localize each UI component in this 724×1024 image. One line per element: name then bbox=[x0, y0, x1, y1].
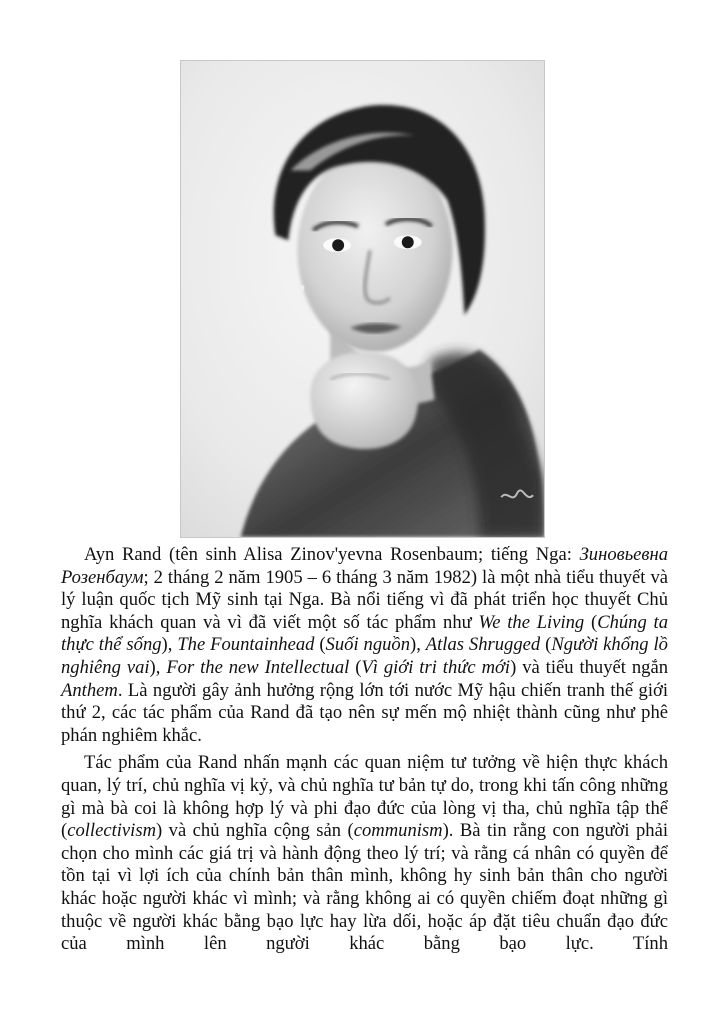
paragraph-intro bbox=[61, 544, 668, 747]
text-run: ), bbox=[161, 634, 178, 656]
italic-text-run: Atlas Shrugged bbox=[425, 634, 541, 656]
text-run: ), bbox=[410, 634, 426, 656]
text-run: Tác phẩm của Rand nhấn mạnh các quan niệm tư tưởng về hiện thực khách quan, lý trí, chủ nghĩa vị kỷ, và chủ nghĩa tư bản tự do, trong khi tấn công những gì mà bà coi là không hợp lý và phi đạo đức của lòng vị tha, chủ nghĩa tập thể ( bbox=[61, 752, 668, 842]
italic-text-run: Người khổng lồ nghiêng vai bbox=[61, 634, 668, 678]
portrait-photo bbox=[180, 60, 545, 538]
text-run: ), bbox=[149, 656, 167, 678]
text-run: Ayn Rand (tên sinh Alisa Zinov'yevna Rosenbaum; tiếng Nga: bbox=[84, 544, 580, 565]
text-run: ) và chủ nghĩa cộng sản ( bbox=[156, 820, 354, 842]
text-run: ( bbox=[584, 611, 598, 633]
text-run: ; 2 tháng 2 năm 1905 – 6 tháng 3 năm 1982) là một nhà tiểu thuyết và lý luận quốc tịch Mỹ sinh tại Nga. Bà nổi tiếng vì đã phát triển học thuyết Chủ nghĩa khách quan và vì đã viết một số tác phẩm như bbox=[61, 566, 668, 633]
text-run: ( bbox=[349, 656, 362, 678]
text-run: ( bbox=[314, 634, 326, 656]
italic-text-run: Vì giới tri thức mới bbox=[361, 656, 511, 678]
italic-text-run: Suối nguồn bbox=[325, 634, 411, 656]
text-run: ). Bà tin rằng con người phải chọn cho mình các giá trị và hành động theo lý trí; và rằng cá nhân có quyền để tồn tại vì lợi ích của chính bản thân mình, không hy sinh bản thân cho người khác hoặc người khác vì mình; và rằng không ai có quyền chiếm đoạt những gì thuộc về người khác bằng bạo lực hay lừa dối, hoặc áp đặt tiêu chuẩn đạo đức của mình lên người khác bằng bạo lực. Tính bbox=[61, 820, 668, 955]
italic-text-run: For the new Intellectual bbox=[166, 656, 350, 678]
italic-text-run: communism bbox=[353, 820, 443, 842]
paragraph-works bbox=[61, 752, 668, 955]
italic-text-run: The Fountainhead bbox=[177, 634, 315, 656]
article-body bbox=[61, 544, 668, 961]
italic-text-run: Chúng ta thực thể sống bbox=[61, 611, 668, 656]
portrait-image bbox=[181, 61, 544, 537]
text-run: . Là người gây ảnh hưởng rộng lớn tới nước Mỹ hậu chiến tranh thế giới thứ 2, các tác phẩm của Rand đã tạo nên sự mến mộ nhiệt thành cũng như phê phán nghiêm khắc. bbox=[61, 679, 668, 746]
italic-text-run: We the Living bbox=[478, 611, 585, 633]
italic-text-run: Anthem bbox=[61, 679, 118, 701]
text-run: ( bbox=[540, 634, 552, 656]
text-run: ) và tiểu thuyết ngắn bbox=[510, 656, 668, 678]
italic-text-run: Зиновьевна Розенбаум bbox=[61, 544, 668, 588]
italic-text-run: collectivism bbox=[67, 820, 157, 842]
